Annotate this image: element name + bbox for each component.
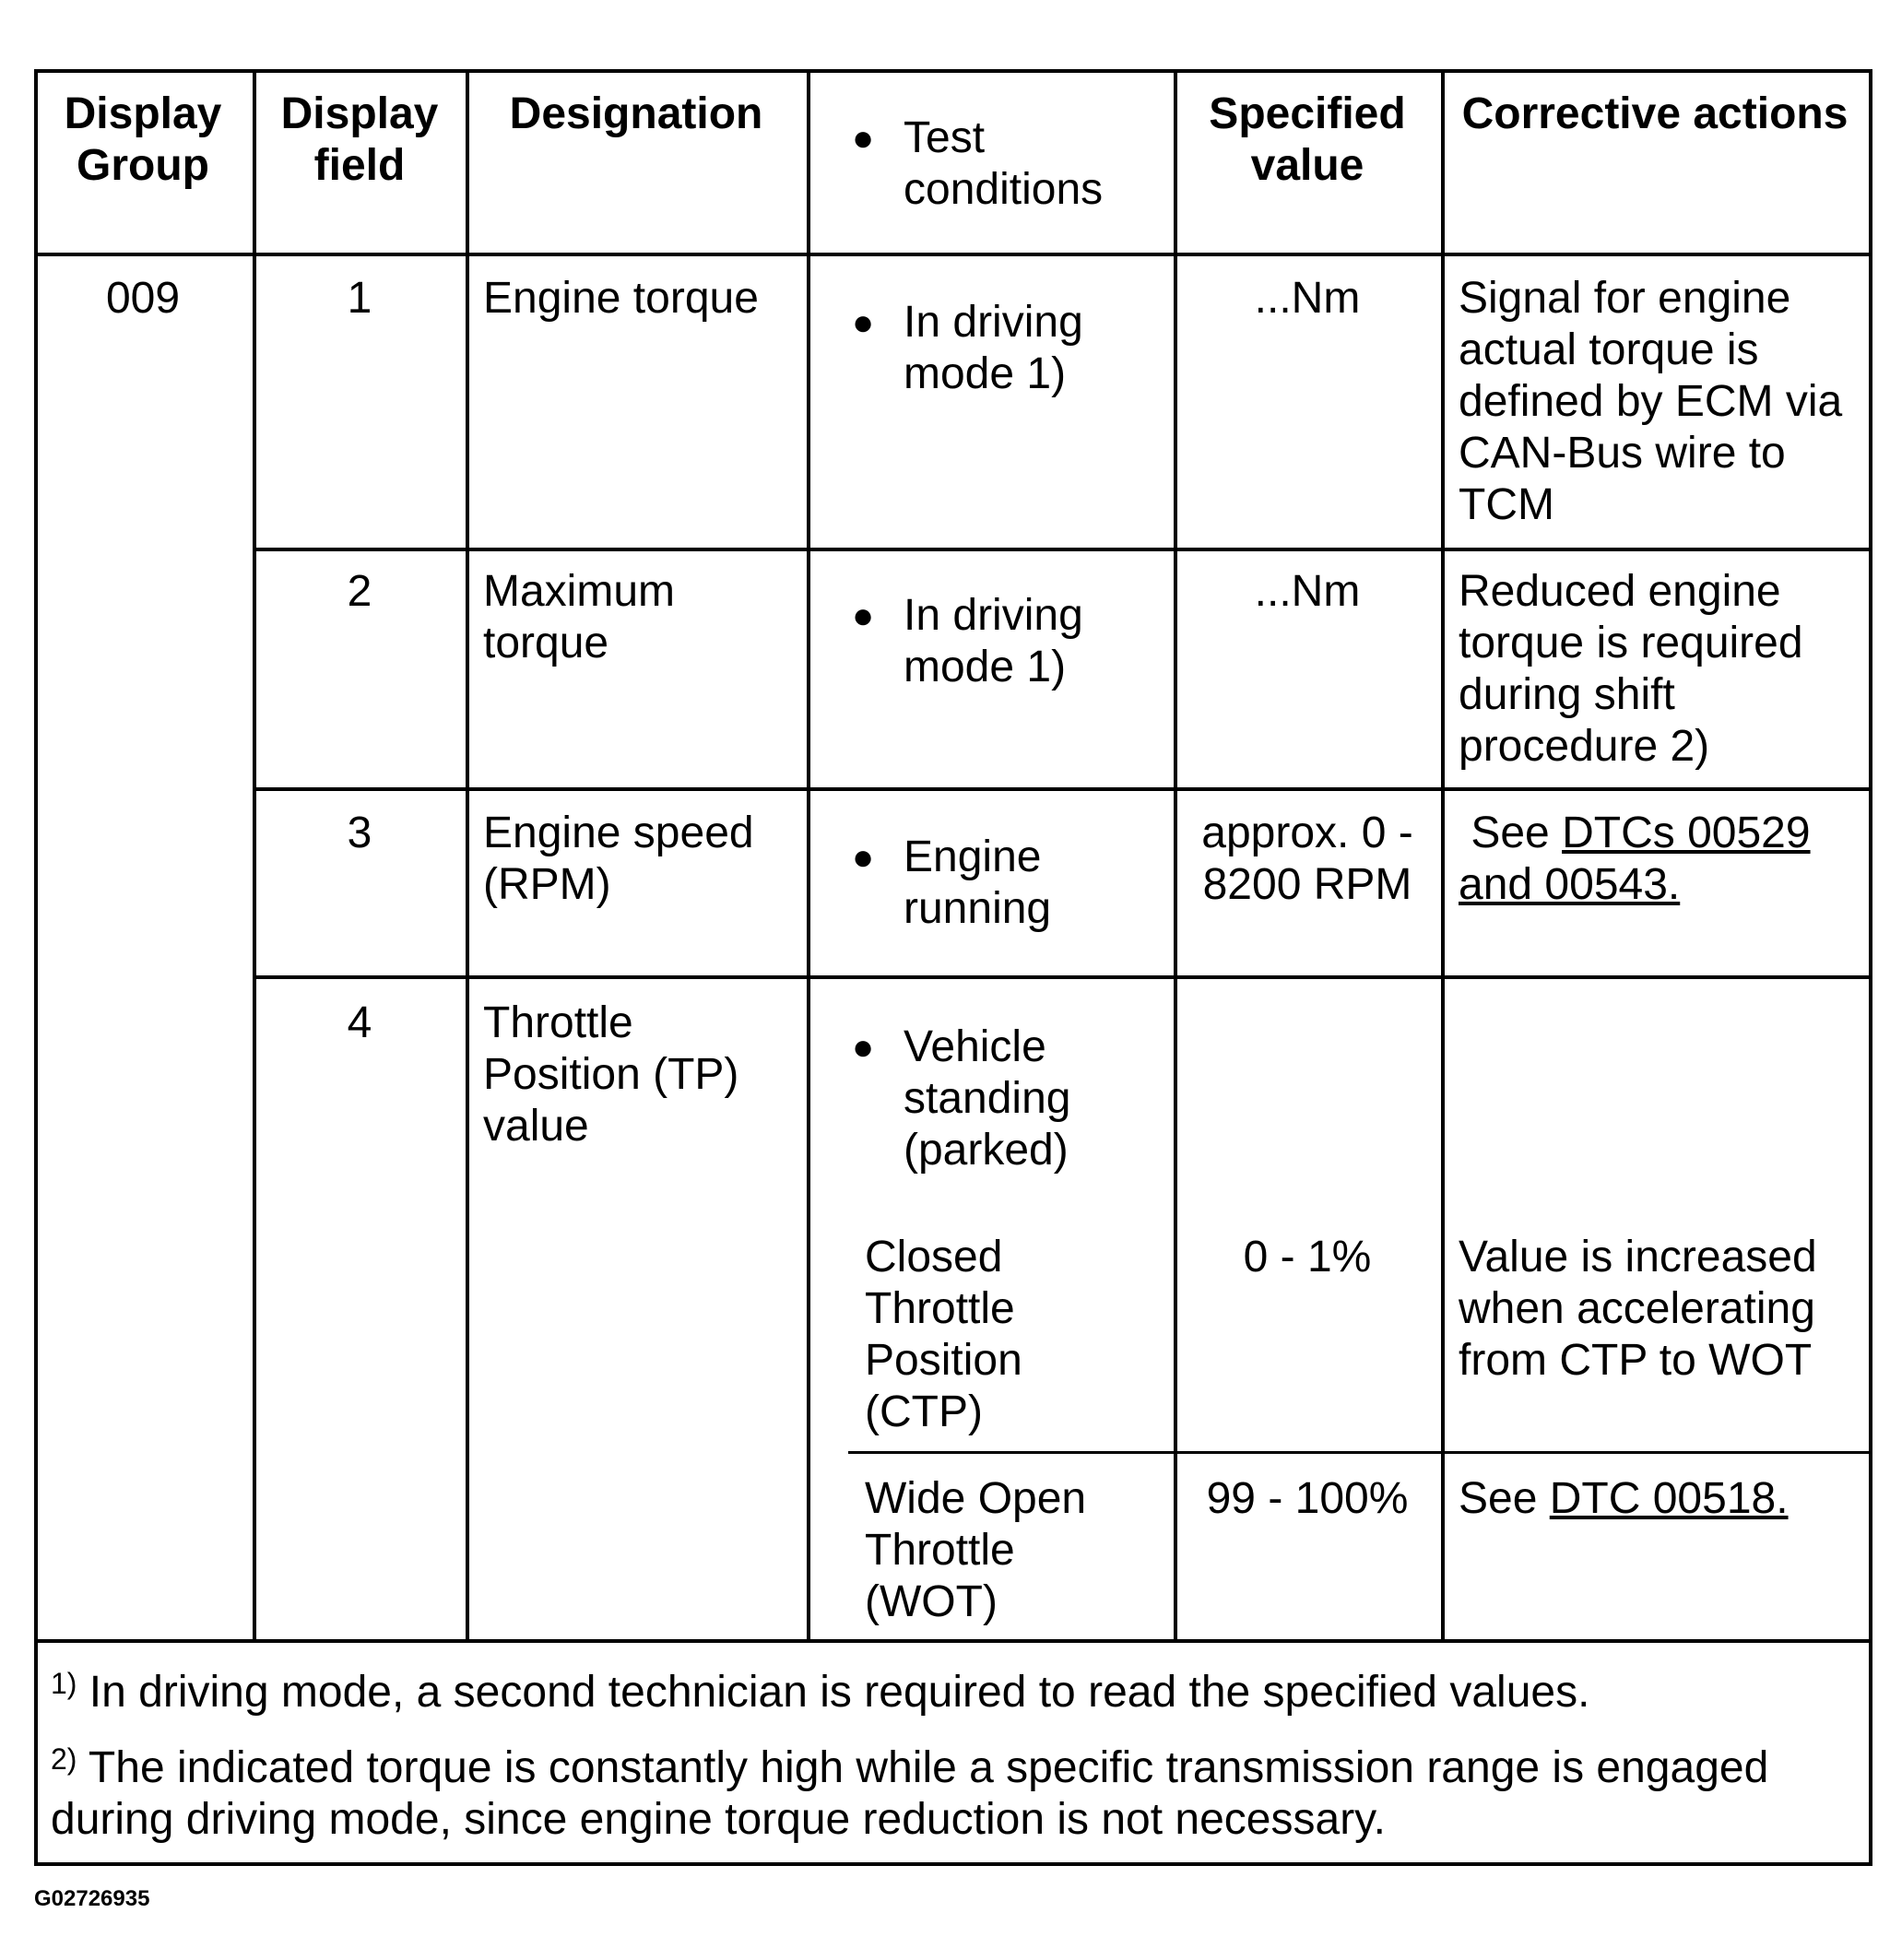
row1-designation: Engine torque xyxy=(483,274,759,323)
col-divider-1 xyxy=(253,69,256,1643)
col-divider-4 xyxy=(1174,69,1177,1643)
dtc-00518-link[interactable]: DTC 00518. xyxy=(1549,1474,1789,1523)
subrow-wot-condition: Wide Open Throttle (WOT) xyxy=(865,1474,1087,1626)
row2-bullet-icon: ● xyxy=(852,596,875,636)
row3-bottom-border xyxy=(253,975,1872,979)
display-group-value: 009 xyxy=(105,274,181,323)
table-left-border xyxy=(34,69,38,1866)
row3-condition: Engine running xyxy=(904,832,1052,933)
row1-field: 1 xyxy=(347,274,372,323)
row1-bottom-border xyxy=(253,548,1872,551)
row1-bullet-icon: ● xyxy=(852,302,875,343)
table-right-border xyxy=(1869,69,1872,1866)
row2-designation: Maximum torque xyxy=(483,567,676,667)
header-bottom-border xyxy=(34,253,1872,256)
table-body-bottom-border xyxy=(34,1639,1872,1643)
footnote-2-text: The indicated torque is constantly high while a specific transmission range is engaged during driving mode, since engine torque reduction is not necessary. xyxy=(51,1743,1769,1844)
row1-condition: In driving mode 1) xyxy=(904,298,1083,398)
row2-specified: ...Nm xyxy=(1254,567,1361,616)
subrow-ctp-specified: 0 - 1% xyxy=(1243,1233,1372,1281)
footnote-2-mark: 2) xyxy=(51,1742,77,1776)
header-test-conditions: Test conditions xyxy=(904,113,1104,214)
dtc-00529-00543-link[interactable]: DTCs 00529 and 00543. xyxy=(1459,809,1811,909)
row2-condition: In driving mode 1) xyxy=(904,591,1083,691)
header-specified-value: Specified value xyxy=(1209,89,1406,190)
col-divider-5 xyxy=(1441,69,1445,1643)
figure-code: G02726935 xyxy=(34,1886,150,1911)
table-top-border xyxy=(34,69,1872,73)
row3-designation: Engine speed (RPM) xyxy=(483,809,754,909)
subrow-wot-see-text: See xyxy=(1459,1474,1538,1523)
row2-field: 2 xyxy=(347,567,372,616)
footnote-2 xyxy=(51,1742,1849,1846)
row4-condition: Vehicle standing (parked) xyxy=(904,1022,1071,1175)
subrow-divider xyxy=(848,1451,1872,1454)
header-bullet-icon: ● xyxy=(852,118,875,159)
subrow-ctp-condition: Closed Throttle Position (CTP) xyxy=(865,1233,1022,1436)
footnote-1 xyxy=(51,1667,1849,1718)
row3-bullet-icon: ● xyxy=(852,837,875,878)
col-divider-3 xyxy=(807,69,810,1643)
subrow-wot-specified: 99 - 100% xyxy=(1206,1474,1409,1523)
row1-corrective: Signal for engine actual torque is defined by ECM via CAN-Bus wire to TCM xyxy=(1459,274,1843,529)
row2-bottom-border xyxy=(253,787,1872,791)
header-display-group: Display Group xyxy=(64,89,222,190)
row4-field: 4 xyxy=(347,998,372,1047)
footnote-1-text: In driving mode, a second technician is required to read the specified values. xyxy=(89,1668,1590,1717)
row3-corrective xyxy=(1459,808,1855,911)
subrow-ctp-corrective: Value is increased when accelerating from CTP to WOT xyxy=(1459,1233,1817,1385)
row3-field: 3 xyxy=(347,809,372,857)
header-corrective-actions: Corrective actions xyxy=(1461,89,1849,138)
row4-designation: Throttle Position (TP) value xyxy=(483,998,739,1151)
row3-see-text: See xyxy=(1471,809,1550,857)
row1-specified: ...Nm xyxy=(1254,274,1361,323)
row2-corrective: Reduced engine torque is required during shift procedure 2) xyxy=(1459,567,1803,771)
footnote-bottom-border xyxy=(34,1862,1872,1866)
footnote-1-mark: 1) xyxy=(51,1667,77,1700)
row3-specified: approx. 0 - 8200 RPM xyxy=(1201,809,1413,909)
row4-bullet-icon: ● xyxy=(852,1027,875,1068)
header-display-field: Display field xyxy=(280,89,439,190)
col-divider-2 xyxy=(466,69,469,1643)
header-designation: Designation xyxy=(509,89,763,138)
subrow-wot-corrective xyxy=(1459,1473,1855,1525)
